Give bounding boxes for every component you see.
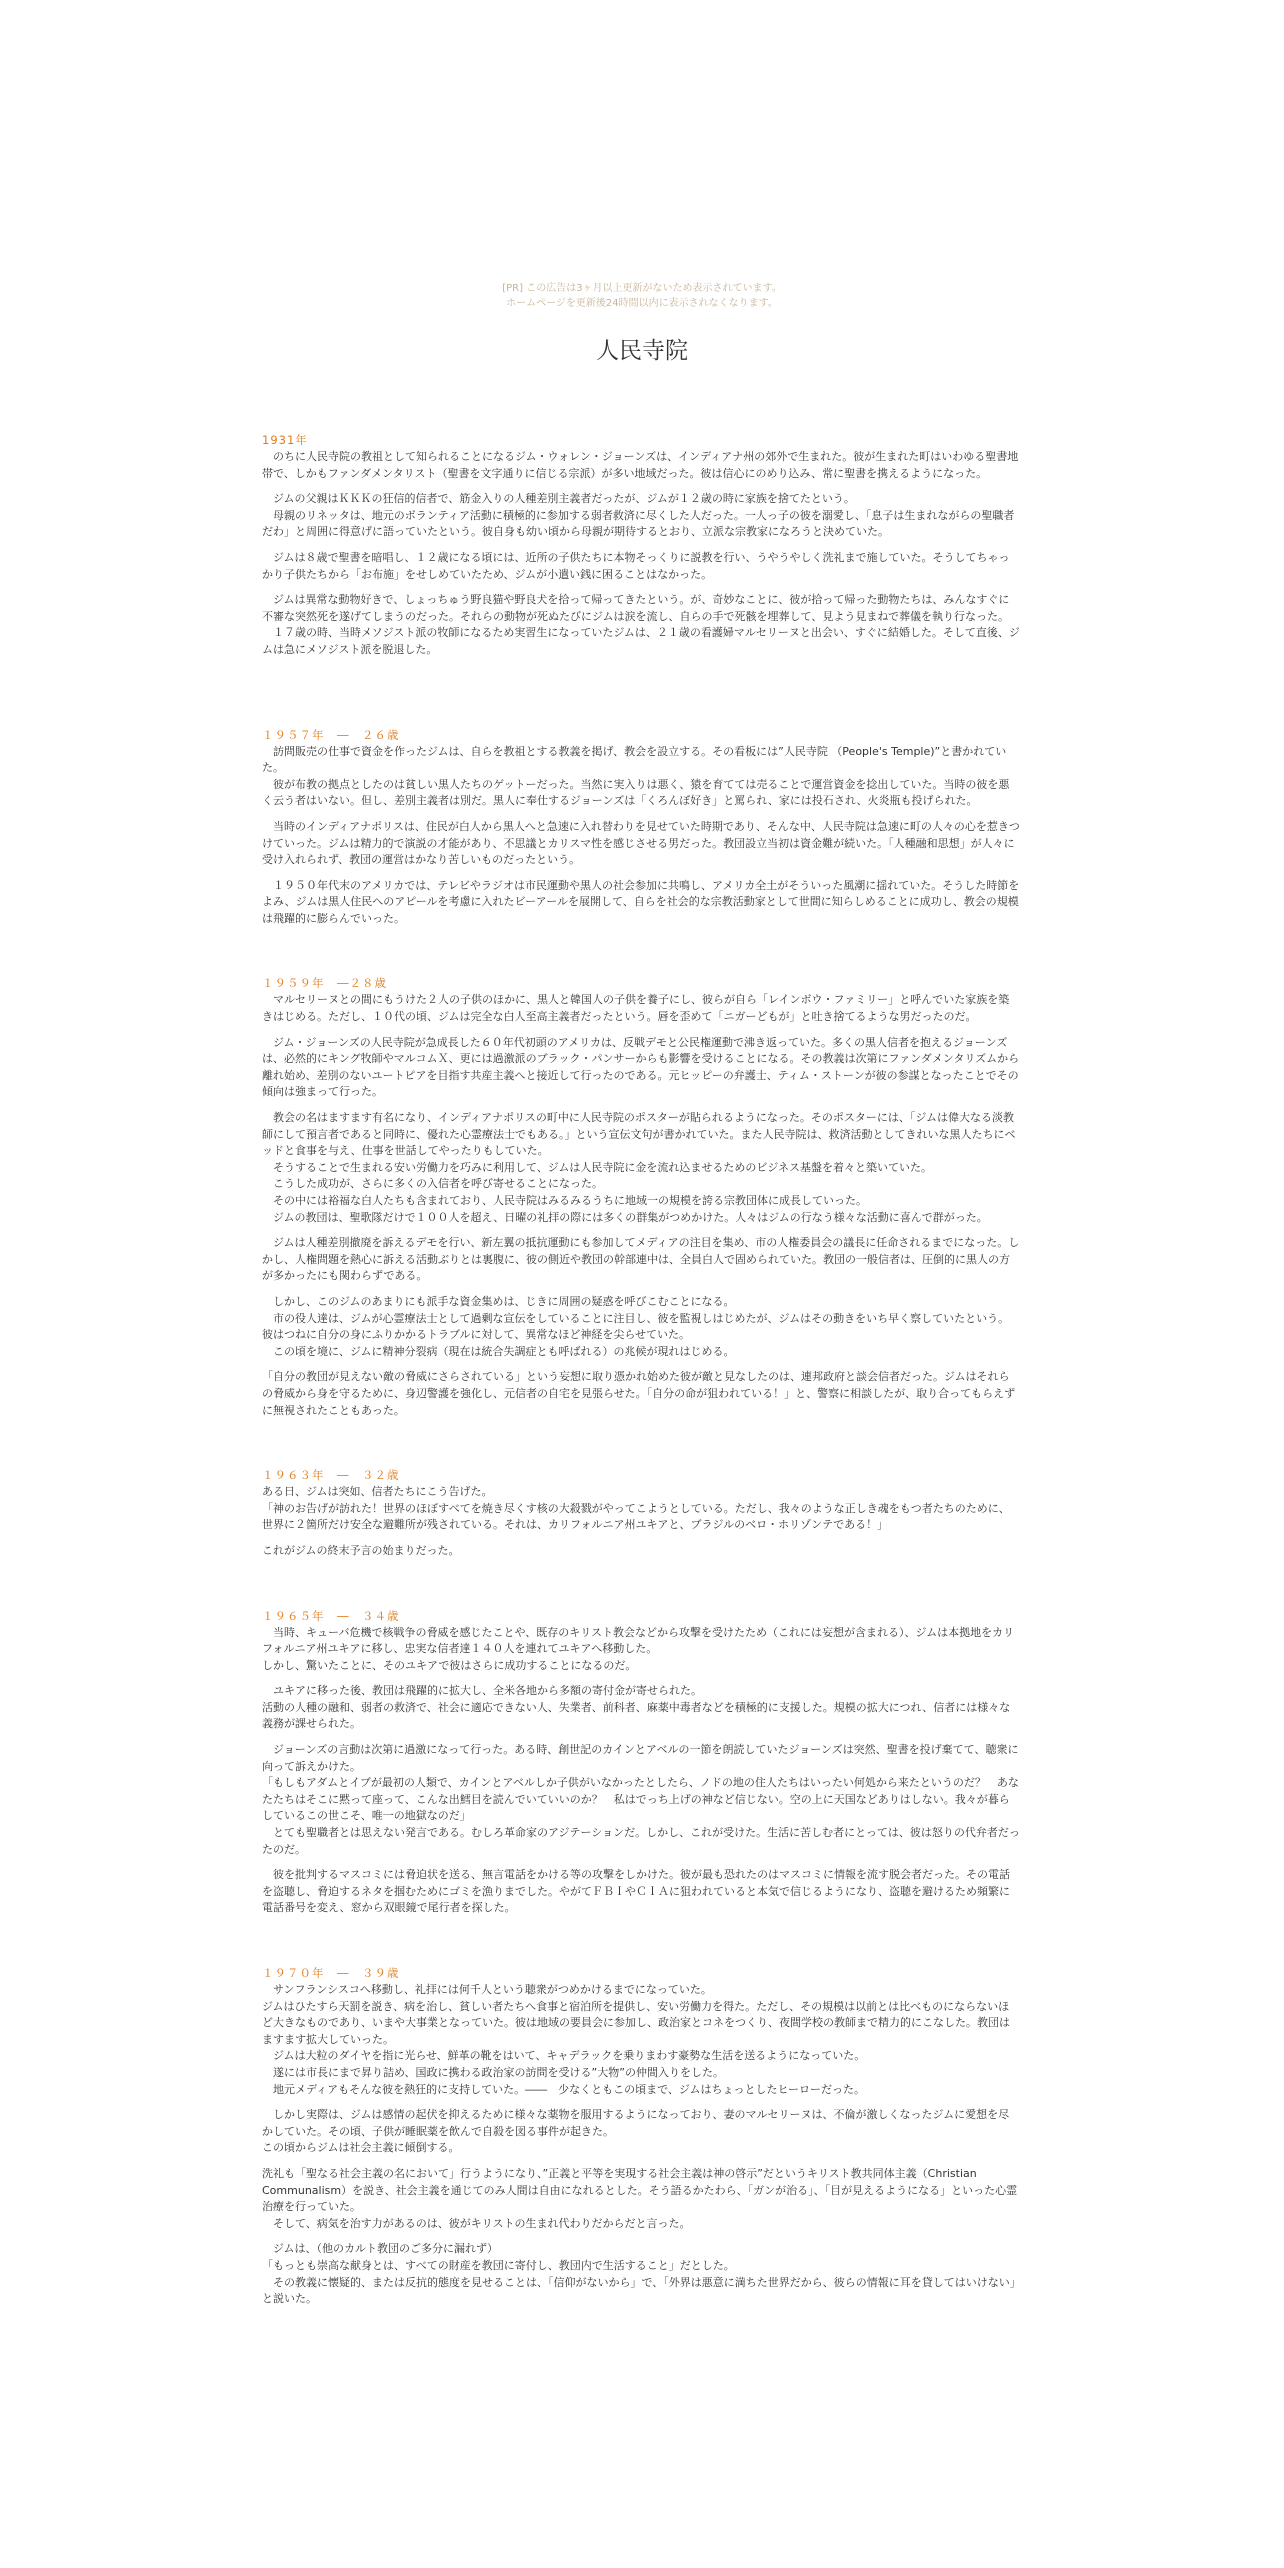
paragraph: ある日、ジムは突如、信者たちにこう告げた。 「神のお告げが訪れた！世界のほぼすべてを焼き尽くす核の大殺戮がやってこようとしている。ただし、我々のような正しき魂をもつ者たちのために、世界に２箇所だけ安全な避難所が残されている。それは、カリフォルニア州ユキアと、ブラジルのベロ・ホリゾンテである！」 bbox=[262, 1485, 1010, 1532]
section-1957 bbox=[262, 727, 1020, 928]
section-heading: １９５７年 ― ２６歳 bbox=[262, 727, 400, 742]
paragraph: これがジムの終末予言の始まりだった。 bbox=[262, 1543, 460, 1557]
ad-notice[interactable] bbox=[0, 281, 1284, 311]
ad-notice-line-2[interactable]: ホームページを更新後24時間以内に表示されなくなります。 bbox=[506, 298, 778, 309]
page-title: 人民寺院 bbox=[596, 338, 688, 364]
paragraph: サンフランシスコへ移動し、礼拝には何千人という聴衆がつめかけるまでになっていた。 ジムはひたすら天罰を説き、病を治し、貧しい者たちへ食事と宿泊所を提供し、安い労働力を得た。ただし、その規模は以前とは比べものにならないほど大きなものであり、いまや大事業となっていた。彼は地域の要員会に参加し、政治家とコネをつくり、夜間学校の教師まで精力的にこなした。教団はますます拡大していった。 ジムは大粒のダイヤを指に光らせ、鮮革の靴をはいて、キャデラックを乗りまわす豪勢な生活を送るようになっていた。 遂には市長にまで昇り詰め、国政に携わる政治家の訪問を受ける”大物”の仲間入りをした。 地元メディアもそんな彼を熱狂的に支持していた。―― 少なくともこの頃まで、ジムはちょっとしたヒーローだった。 bbox=[262, 1983, 1010, 2096]
paragraph: 当時、キューバ危機で核戦争の脅威を感じたことや、既存のキリスト教会などから攻撃を受けたため（これには妄想が含まれる）、ジムは本拠地をカリフォルニア州ユキアに移し、忠実な信者達１４０人を連れてユキアへ移動した。 しかし、驚いたことに、そのユキアで彼はさらに成功することになるのだ。 bbox=[262, 1625, 1015, 1672]
section-heading: １９６３年 ― ３２歳 bbox=[262, 1468, 400, 1483]
section-1965 bbox=[262, 1608, 1020, 1918]
paragraph: ジョーンズの言動は次第に過激になって行った。ある時、創世記のカインとアベルの一節を朗読していたジョーンズは突然、聖書を投げ棄てて、聴衆に向って訴えかけた。 「もしもアダムとイブが最初の人類で、カインとアベルしか子供がいなかったとしたら、ノドの地の住人たちはいったい何処から来たというのだ？ あなたたちはそこに黙って座って、こんな出鱈目を読んでいていいのか？ 私はでっち上げの神など信じない。空の上に天国などありはしない。我々が暮らしているこの世こそ、唯一の地獄なのだ」 とても聖職者とは思えない発言である。むしろ革命家のアジテーションだ。しかし、これが受けた。生活に苦しむ者にとっては、彼は怒りの代弁者だったのだ。 bbox=[262, 1743, 1020, 1856]
section-1970 bbox=[262, 1965, 1020, 2308]
section-1963 bbox=[262, 1467, 1020, 1559]
paragraph: 訪問販売の仕事で資金を作ったジムは、自らを教祖とする教義を掲げ、教会を設立する。その看板には”人民寺院 （People's Temple)”と書かれていた。 彼が布教の拠点としたのは貧しい黒人たちのゲットーだった。当然に実入りは悪く、猿を育てては売ることで運営資金を捻出していた。当時の彼を悪く云う者はいない。但し、差別主義者は別だ。黒人に奉仕するジョーンズは「くろんぼ好き」と罵られ、家には投石され、火炎瓶も投げられた。 bbox=[262, 744, 1010, 808]
paragraph: しかし実際は、ジムは感情の起伏を抑えるために様々な薬物を服用するようになっており、妻のマルセリーヌは、不倫が激しくなったジムに愛想を尽かしていた。その頃、子供が睡眠薬を飲んで自殺を図る事件が起きた。 この頃からジムは社会主義に傾倒する。 bbox=[262, 2108, 1010, 2155]
paragraph: ジムは８歳で聖書を暗唱し、１２歳になる頃には、近所の子供たちに本物そっくりに説教を行い、うやうやしく洗礼まで施していた。そうしてちゃっかり子供たちから「お布施」をせしめていたため、ジムが小遣い銭に困ることはなかった。 bbox=[262, 550, 1010, 581]
section-heading: 1931年 bbox=[262, 433, 308, 447]
paragraph: 「自分の教団が見えない敵の脅威にさらされている」という妄想に取り憑かれ始めた彼が敵と見なしたのは、連邦政府と談会信者だった。ジムはそれらの脅威から身を守るために、身辺警護を強化し、元信者の自宅を見張らせた。「自分の命が狙われている！」と、警察に相談したが、取り合ってもらえずに無視されたこともあった。 bbox=[262, 1370, 1016, 1417]
paragraph: のちに人民寺院の教祖として知られることになるジム・ウォレン・ジョーンズは、インディアナ州の郊外で生まれた。彼が生まれた町はいわゆる聖書地帯で、しかもファンダメンタリスト（聖書を文字通りに信じる宗派）が多い地域だった。彼は信心にのめり込み、常に聖書を携えるようになった。 bbox=[262, 450, 1019, 480]
section-1959 bbox=[262, 975, 1020, 1419]
ad-notice-line-1[interactable]: [PR] この広告は3ヶ月以上更新がないため表示されています。 bbox=[502, 283, 782, 294]
paragraph: 当時のインディアナポリスは、住民が白人から黒人へと急速に入れ替わりを見せていた時期であり、そんな中、人民寺院は急速に町の人々の心を惹きつけていった。ジムは精力的で演説の才能があり、不思議とカリスマ性を感じさせる男だった。教団設立当初は資金難が続いた。「人種融和思想」が人々に受け入れられず、教団の運営はかなり苦しいものだったという。 bbox=[262, 819, 1020, 867]
paragraph: 教会の名はますます有名になり、インディアナポリスの町中に人民寺院のポスターが貼られるようになった。そのポスターには、「ジムは偉大なる淡教師にして預言者であると同時に、優れた心霊療法士でもある。」という宣伝文句が書かれていた。また人民寺院は、救済活動としてきれいな黒人たちにベッドと食事を与え、仕事を世話してやったりもしていた。 そうすることで生まれる安い労働力を巧みに利用して、ジムは人民寺院に金を流れ込ませるためのビジネス基盤を着々と築いていた。 こうした成功が、さらに多くの入信者を呼び寄せることになった。 その中には裕福な白人たちも含まれており、人民寺院はみるみるうちに地域一の規模を誇る宗教団体に成長していった。 ジムの教団は、聖歌隊だけで１００人を超え、日曜の礼拝の際には多くの群集がつめかけた。人々はジムの行なう様々な活動に喜んで群がった。 bbox=[262, 1111, 1016, 1224]
section-heading: １９５９年 ―２８歳 bbox=[262, 976, 387, 991]
section-heading: １９６５年 ― ３４歳 bbox=[262, 1608, 400, 1623]
paragraph: マルセリーヌとの間にもうけた２人の子供のほかに、黒人と韓国人の子供を養子にし、彼らが自ら「レインボウ・ファミリー」と呼んでいた家族を築きはじめる。ただし、１０代の頃、ジムは完全な白人至高主義者だったという。唇を歪めて「ニガーどもが」と吐き捨てるような男だったのだ。 bbox=[262, 993, 1010, 1024]
paragraph: ユキアに移った後、教団は飛躍的に拡大し、全米各地から多額の寄付金が寄せられた。 活動の人種の融和、弱者の救済で、社会に適応できない人、失業者、前科者、麻薬中毒者などを積極的に支援した。規模の拡大につれ、信者には様々な義務が課せられた。 bbox=[262, 1684, 1011, 1731]
paragraph: 彼を批判するマスコミには脅迫状を送る、無言電話をかける等の攻撃をしかけた。彼が最も恐れたのはマスコミに情報を流す脱会者だった。その電話を盗聴し、脅迫するネタを掴むためにゴミを漁りまでした。やがてＦＢＩやＣＩＡに狙われていると本気で信じるようになり、盗聴を避けるため頻繁に電話番号を変え、窓から双眼鏡で尾行者を探した。 bbox=[262, 1868, 1010, 1915]
paragraph: ジムは、（他のカルト教団のご多分に漏れず） 「もっとも崇高な献身とは、すべての財産を教団に寄付し、教団内で生活すること」だとした。 その教義に懐疑的、または反抗的態度を見せることは、「信仰がないから」で、「外界は悪意に満ちた世界だから、彼らの情報に耳を貸してはいけない」と説いた。 bbox=[262, 2242, 1016, 2306]
paragraph: ジム・ジョーンズの人民寺院が急成長した６０年代初頭のアメリカは、反戦デモと公民権運動で沸き返っていた。多くの黒人信者を抱えるジョーンズは、必然的にキング牧師やマルコムＸ、更には過激派のブラック・パンサーからも影響を受けることになる。その教義は次第にファンダメンタリズムから離れ始め、差別のないユートピアを目指す共産主義へと接近して行ったのである。元ヒッピーの弁護士、ティム・ストーンが彼の参謀となったことでその傾向は強まって行った。 bbox=[262, 1035, 1020, 1099]
paragraph: ジムは人種差別撤廃を訴えるデモを行い、新左翼の抵抗運動にも参加してメディアの注目を集め、市の人権委員会の議長に任命されるまでになった。しかし、人権問題を熱心に訴える活動ぶりとは裏腹に、彼の側近や教団の幹部連中は、全員白人で固められていた。教団の一般信者は、圧倒的に黒人の方が多かったにも関わらずである。 bbox=[262, 1236, 1020, 1283]
paragraph: ジムの父親はＫＫＫの狂信的信者で、筋金入りの人種差別主義者だったが、ジムが１２歳の時に家族を捨てたという。 母親のリネッタは、地元のボランティア活動に積極的に参加する弱者救済に尽くした人だった。一人っ子の彼を溺愛し、「息子は生まれながらの聖職者だわ」と周囲に得意げに語っていたという。彼自身も幼い頃から母親が期待するとおり、立派な宗教家になろうと決めていた。 bbox=[262, 492, 1015, 539]
article-body bbox=[262, 432, 1020, 2317]
section-1931 bbox=[262, 432, 1020, 659]
paragraph: １９５０年代末のアメリカでは、テレビやラジオは市民運動や黒人の社会参加に共鳴し、アメリカ全土がそういった風潮に揺れていた。そうした時節をよみ、ジムは黒人住民へのアピールを考慮に入れたビーアールを展開して、自らを社会的な宗教活動家として世間に知らしめることに成功し、教会の規模は飛躍的に膨らんでいった。 bbox=[262, 878, 1020, 925]
paragraph: しかし、このジムのあまりにも派手な資金集めは、じきに周囲の疑惑を呼びこむことになる。 市の役人達は、ジムが心霊療法士として過剰な宣伝をしていることに注目し、彼を監視しはじめたが、ジムはその動きをいち早く察していたという。彼はつねに自分の身にふりかかるトラブルに対して、異常なほど神経を尖らせていた。 この頃を境に、ジムに精神分裂病（現在は統合失調症とも呼ばれる）の兆候が現れはじめる。 bbox=[262, 1294, 1010, 1358]
paragraph: 洗礼も「聖なる社会主義の名において」行うようになり、”正義と平等を実現する社会主義は神の啓示”だというキリスト教共同体主義（Christian Communalism）を説き、社会主義を通じてのみ人間は自由になれるとした。そう語るかたわら、「ガンが治る」、「目が見えるようになる」といった心霊治療を行っていた。 そして、病気を治す力があるのは、彼がキリストの生まれ代わりだからだと言った。 bbox=[262, 2166, 1018, 2230]
paragraph: ジムは異常な動物好きで、しょっちゅう野良猫や野良犬を拾って帰ってきたという。が、奇妙なことに、彼が拾って帰った動物たちは、みんなすぐに不審な突然死を遂げてしまうのだった。それらの動物が死ぬたびにジムは涙を流し、自らの手で死骸を埋葬して、見よう見まねで葬儀を執り行なった。 １７歳の時、当時メソジスト派の牧師になるため実習生になっていたジムは、２１歳の看護婦マルセリーヌと出会い、すぐに結婚した。そして直後、ジムは急にメソジスト派を脱退した。 bbox=[262, 593, 1020, 656]
section-heading: １９７０年 ― ３９歳 bbox=[262, 1966, 400, 1980]
